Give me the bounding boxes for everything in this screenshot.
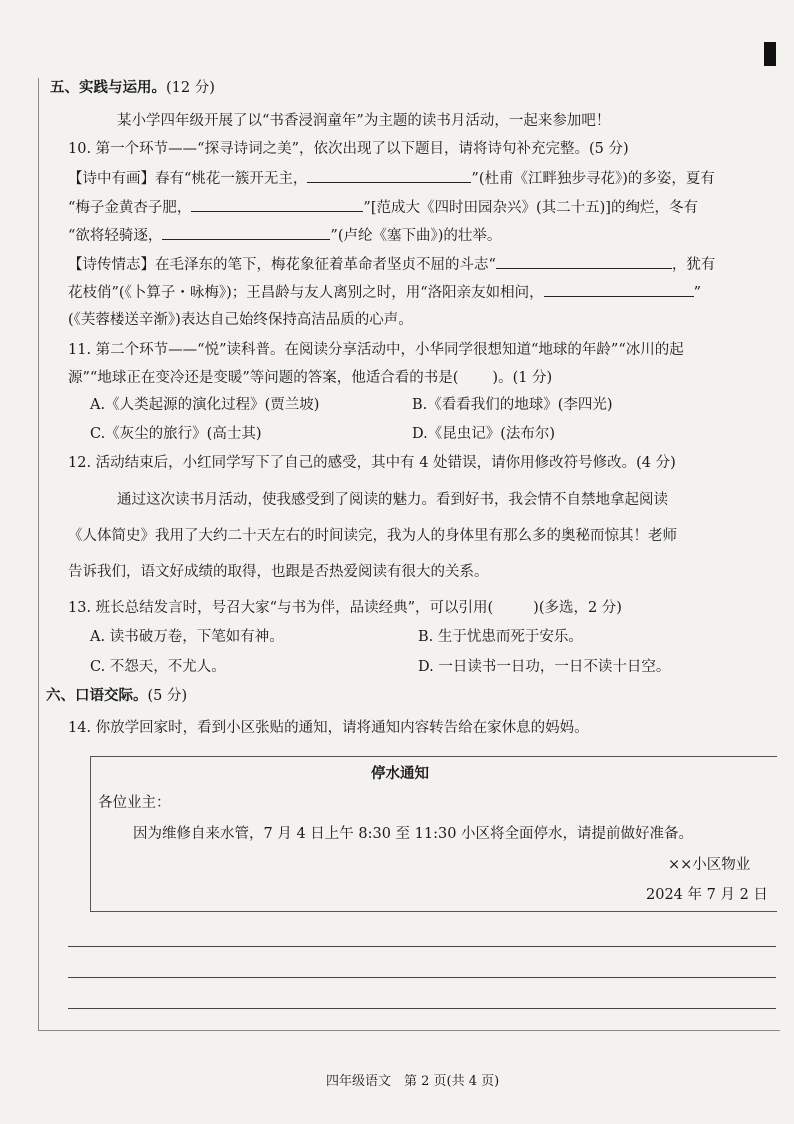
q10-line4-text-a: 【诗传情志】在毛泽东的笔下，梅花象征着革命者坚贞不屈的斗志“ (68, 257, 496, 273)
q11-option-d: D.《昆虫记》(法布尔) (412, 426, 556, 442)
q11-option-b: B.《看看我们的地球》(李四光) (412, 397, 613, 413)
q10-blank-3[interactable] (162, 225, 330, 240)
q10-blank-2[interactable] (191, 197, 363, 212)
section6-heading (46, 686, 187, 706)
q10-blank-5[interactable] (544, 282, 694, 297)
q10-line2 (68, 197, 698, 218)
q10-blank-4[interactable] (496, 254, 672, 269)
notice-body: 因为维修自来水管，7 月 4 日上午 8:30 至 11:30 小区将全面停水，请提前做好准备。 (133, 826, 694, 842)
q10-line3 (68, 225, 501, 246)
q13-option-b: B. 生于忧患而死于安乐。 (418, 629, 583, 645)
q11-option-c: C.《灰尘的旅行》(高士其) (90, 426, 262, 442)
section6-score: (5 分) (147, 688, 188, 704)
q10-line5 (68, 282, 701, 303)
section5-intro: 某小学四年级开展了以“书香浸润童年”为主题的读书月活动，一起来参加吧！ (117, 113, 611, 129)
q10-line5-text-b: ” (693, 285, 702, 301)
q10-blank-1[interactable] (307, 168, 471, 183)
q13-option-a: A. 读书破万卷，下笔如有神。 (90, 629, 284, 645)
notice-date: 2024 年 7 月 2 日 (646, 887, 768, 903)
q14-stem: 14. 你放学回家时，看到小区张贴的通知，请将通知内容转告给在家休息的妈妈。 (68, 720, 589, 736)
q10-line1 (68, 168, 715, 189)
q11-option-a: A.《人类起源的演化过程》(贾兰坡) (90, 397, 320, 413)
q12-passage-line2: 《人体简史》我用了大约二十天左右的时间读完，我为人的身体里有那么多的奥秘而惊其！老师 (68, 528, 677, 544)
notice-signature: ××小区物业 (668, 857, 751, 873)
q11-line1: 11. 第二个环节——“悦”读科普。在阅读分享活动中，小华同学很想知道“地球的年龄”“冰川的起 (68, 342, 684, 358)
q13-option-d: D. 一日读书一日功，一日不读十日空。 (418, 659, 671, 675)
q10-line4-text-b: ，犹有 (671, 257, 716, 273)
section5-title: 五、实践与运用。 (50, 79, 166, 96)
q10-line2-text-b: ”[范成大《四时田园杂兴》(其二十五)]的绚烂，冬有 (363, 200, 698, 216)
notice-title: 停水通知 (371, 765, 429, 782)
notice-salutation: 各位业主： (98, 795, 171, 811)
q11-line2 (68, 368, 552, 388)
frame-bottom-border (38, 1030, 780, 1031)
section5-score: (12 分) (166, 80, 215, 96)
q13-stem-text-a: 13. 班长总结发言时，号召大家“与书为伴，品读经典”，可以引用( (68, 600, 494, 616)
q13-option-c: C. 不怨天，不尤人。 (90, 659, 226, 675)
q10-line3-text-b: ”(卢纶《塞下曲》)的壮举。 (330, 228, 502, 244)
q11-line2-text-a: 源”“地球正在变冷还是变暖”等问题的答案，他适合看的书是( (68, 370, 459, 386)
page-footer: 四年级语文 第 2 页(共 4 页) (326, 1074, 500, 1089)
q10-line1-text-b: ”(杜甫《江畔独步寻花》)的多姿，夏有 (471, 171, 715, 187)
q12-passage-line1: 通过这次读书月活动，使我感受到了阅读的魅力。看到好书，我会情不自禁地拿起阅读 (117, 492, 668, 508)
answer-line-2[interactable] (68, 977, 776, 978)
section5-heading (50, 78, 215, 98)
corner-registration-mark (764, 42, 776, 66)
q10-line3-text-a: “欲将轻骑逐， (68, 228, 163, 244)
q10-line2-text-a: “梅子金黄杏子肥， (68, 200, 192, 216)
q13-stem-text-b: )(多选，2 分) (533, 600, 622, 616)
q10-line1-text-a: 【诗中有画】春有“桃花一簇开无主， (68, 171, 308, 187)
q12-passage-line3: 告诉我们，语文好成绩的取得，也跟是否热爱阅读有很大的关系。 (68, 564, 489, 580)
frame-left-border (38, 78, 39, 1030)
q11-line2-text-b: )。(1 分) (492, 370, 553, 386)
answer-line-1[interactable] (68, 946, 776, 947)
q10-stem: 10. 第一个环节——“探寻诗词之美”，依次出现了以下题目，请将诗句补充完整。(5 分) (68, 141, 629, 157)
answer-line-3[interactable] (68, 1008, 776, 1009)
q13-stem (68, 598, 622, 618)
q10-line5-text-a: 花枝俏”(《卜算子・咏梅》)；王昌龄与友人离别之时，用“洛阳亲友如相问， (68, 285, 544, 301)
q10-line6: (《芙蓉楼送辛渐》)表达自己始终保持高洁品质的心声。 (68, 312, 413, 328)
q10-line4 (68, 254, 715, 275)
section6-title: 六、口语交际。 (46, 687, 148, 704)
q12-stem: 12. 活动结束后，小红同学写下了自己的感受，其中有 4 处错误，请你用修改符号修改。(4 分) (68, 455, 676, 471)
